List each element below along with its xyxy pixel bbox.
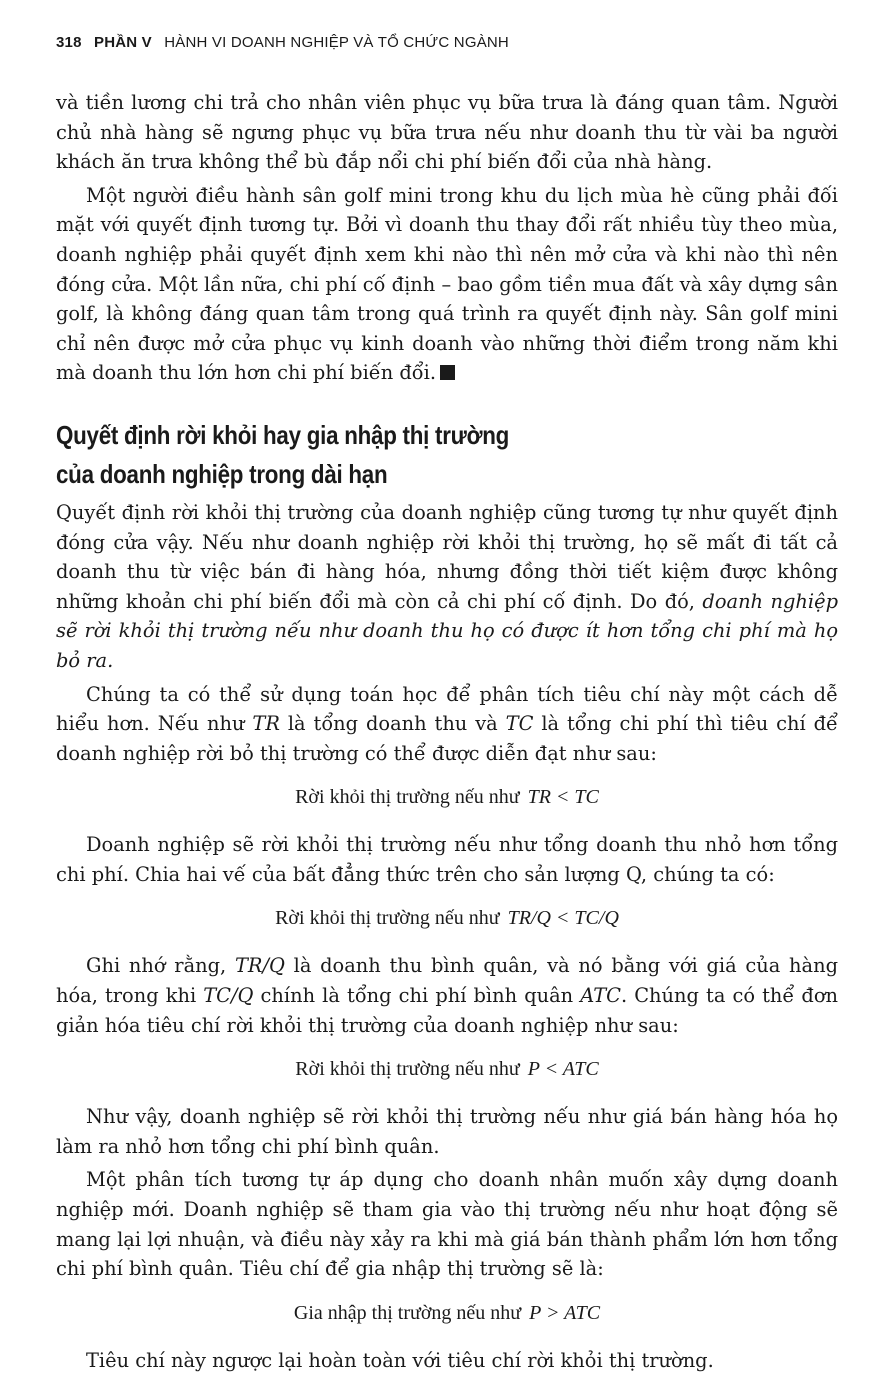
section-heading — [56, 416, 729, 494]
symbol-trq: TR/Q — [234, 954, 285, 978]
paragraph-2 — [56, 181, 838, 388]
symbol-tc: TC — [505, 712, 534, 736]
paragraph-2-text: Một người điều hành sân golf mini trong khu du lịch mùa hè cũng phải đối mặt với quyết định tương tự. Bởi vì doanh thu thay đổi rất nhiều tùy theo mùa, doanh nghiệp phải quyết định xem khi nào thì nên mở cửa và khi nào thì nên đóng cửa. Một lần nữa, chi phí cố định – bao gồm tiền mua đất và xây dựng sân golf, là không đáng quan tâm trong quá trình ra quyết định này. Sân golf mini chỉ nên được mở cửa phục vụ kinh doanh vào những thời điểm trong năm khi mà doanh thu lớn hơn chi phí biến đổi. — [56, 183, 838, 385]
chapter-title: HÀNH VI DOANH NGHIỆP VÀ TỔ CHỨC NGÀNH — [164, 34, 509, 51]
paragraph-5-text: Doanh nghiệp sẽ rời khỏi thị trường nếu như tổng doanh thu nhỏ hơn tổng chi phí. Chia hai vế của bất đẳng thức trên cho sản lượng Q, chúng ta có: — [56, 833, 838, 886]
paragraph-6 — [56, 951, 838, 1040]
paragraph-7-text: Như vậy, doanh nghiệp sẽ rời khỏi thị trường nếu như giá bán hàng hóa họ làm ra nhỏ hơn tổng chi phí bình quân. — [56, 1105, 838, 1158]
symbol-tr: TR — [252, 712, 280, 736]
paragraph-4-text-b: là tổng doanh thu và — [279, 712, 506, 736]
paragraph-1-text: và tiền lương chi trả cho nhân viên phục vụ bữa trưa là đáng quan tâm. Người chủ nhà hàng sẽ ngưng phục vụ bữa trưa nếu như doanh thu từ vài ba người khách ăn trưa không thể bù đắp nổi chi phí biến đổi của nhà hàng. — [56, 91, 838, 174]
paragraph-5 — [56, 830, 838, 889]
paragraph-6-text-a: Ghi nhớ rằng, — [86, 954, 235, 978]
paragraph-8 — [56, 1165, 838, 1283]
paragraph-3-emphasis: doanh nghiệp sẽ rời khỏi thị trường nếu như doanh thu họ có được ít hơn tổng chi phí mà họ bỏ ra. — [56, 589, 838, 672]
symbol-tcq: TC/Q — [203, 984, 254, 1008]
formula-2-text: Rời khỏi thị trường nếu như — [275, 907, 500, 930]
formula-3-math: P < ATC — [527, 1058, 599, 1081]
formula-exit-tr-tc — [56, 782, 838, 812]
formula-1-text: Rời khỏi thị trường nếu như — [295, 786, 520, 809]
paragraph-9-text: Tiêu chí này ngược lại hoàn toàn với tiêu chí rời khỏi thị trường. — [86, 1348, 714, 1372]
paragraph-9 — [56, 1346, 838, 1376]
symbol-atc: ATC — [580, 984, 621, 1008]
paragraph-1 — [56, 88, 838, 177]
end-of-section-mark — [440, 365, 455, 380]
paragraph-4 — [56, 680, 838, 769]
paragraph-6-text-b: là doanh thu bình quân, và nó bằng với giá của hàng hóa, trong khi — [56, 954, 838, 1008]
page-body — [56, 88, 838, 1375]
part-label: PHẦN V — [94, 34, 152, 51]
formula-2-math: TR/Q < TC/Q — [507, 907, 619, 930]
paragraph-3 — [56, 498, 838, 676]
formula-exit-per-unit — [56, 903, 838, 933]
formula-3-text: Rời khỏi thị trường nếu như — [295, 1058, 520, 1081]
formula-4-text: Gia nhập thị trường nếu như — [293, 1301, 522, 1324]
section-heading-line-2: của doanh nghiệp trong dài hạn — [56, 458, 388, 489]
paragraph-4-text-c: là tổng chi phí thì tiêu chí để doanh nghiệp rời bỏ thị trường có thể được diễn đạt như sau: — [56, 712, 838, 765]
paragraph-6-text-d: . Chúng ta có thể đơn giản hóa tiêu chí rời khỏi thị trường của doanh nghiệp như sau: — [56, 984, 838, 1037]
running-header — [56, 34, 509, 51]
paragraph-6-text-c: chính là tổng chi phí bình quân — [253, 984, 581, 1008]
formula-4-math: P > ATC — [529, 1301, 601, 1324]
paragraph-7 — [56, 1102, 838, 1161]
paragraph-8-text: Một phân tích tương tự áp dụng cho doanh nhân muốn xây dựng doanh nghiệp mới. Doanh nghiệp sẽ tham gia vào thị trường nếu như hoạt động sẽ mang lại lợi nhuận, và điều này xảy ra khi mà giá bán thành phẩm lớn hơn tổng chi phí bình quân. Tiêu chí để gia nhập thị trường sẽ là: — [56, 1168, 838, 1281]
formula-entry-p-atc — [56, 1298, 838, 1328]
formula-exit-p-atc — [56, 1054, 838, 1084]
paragraph-3-text: Quyết định rời khỏi thị trường của doanh nghiệp cũng tương tự như quyết định đóng cửa vậy. Nếu như doanh nghiệp rời khỏi thị trường, họ sẽ mất đi tất cả doanh thu từ việc bán đi hàng hóa, nhưng đồng thời tiết kiệm được không những khoản chi phí biến đổi mà còn cả chi phí cố định. Do đó, — [56, 500, 838, 613]
section-heading-line-1: Quyết định rời khỏi hay gia nhập thị trường — [56, 419, 510, 450]
paragraph-4-text-a: Chúng ta có thể sử dụng toán học để phân tích tiêu chí này một cách dễ hiểu hơn. Nếu như — [56, 682, 838, 736]
page-number: 318 — [56, 34, 82, 51]
formula-1-math: TR < TC — [527, 786, 599, 809]
